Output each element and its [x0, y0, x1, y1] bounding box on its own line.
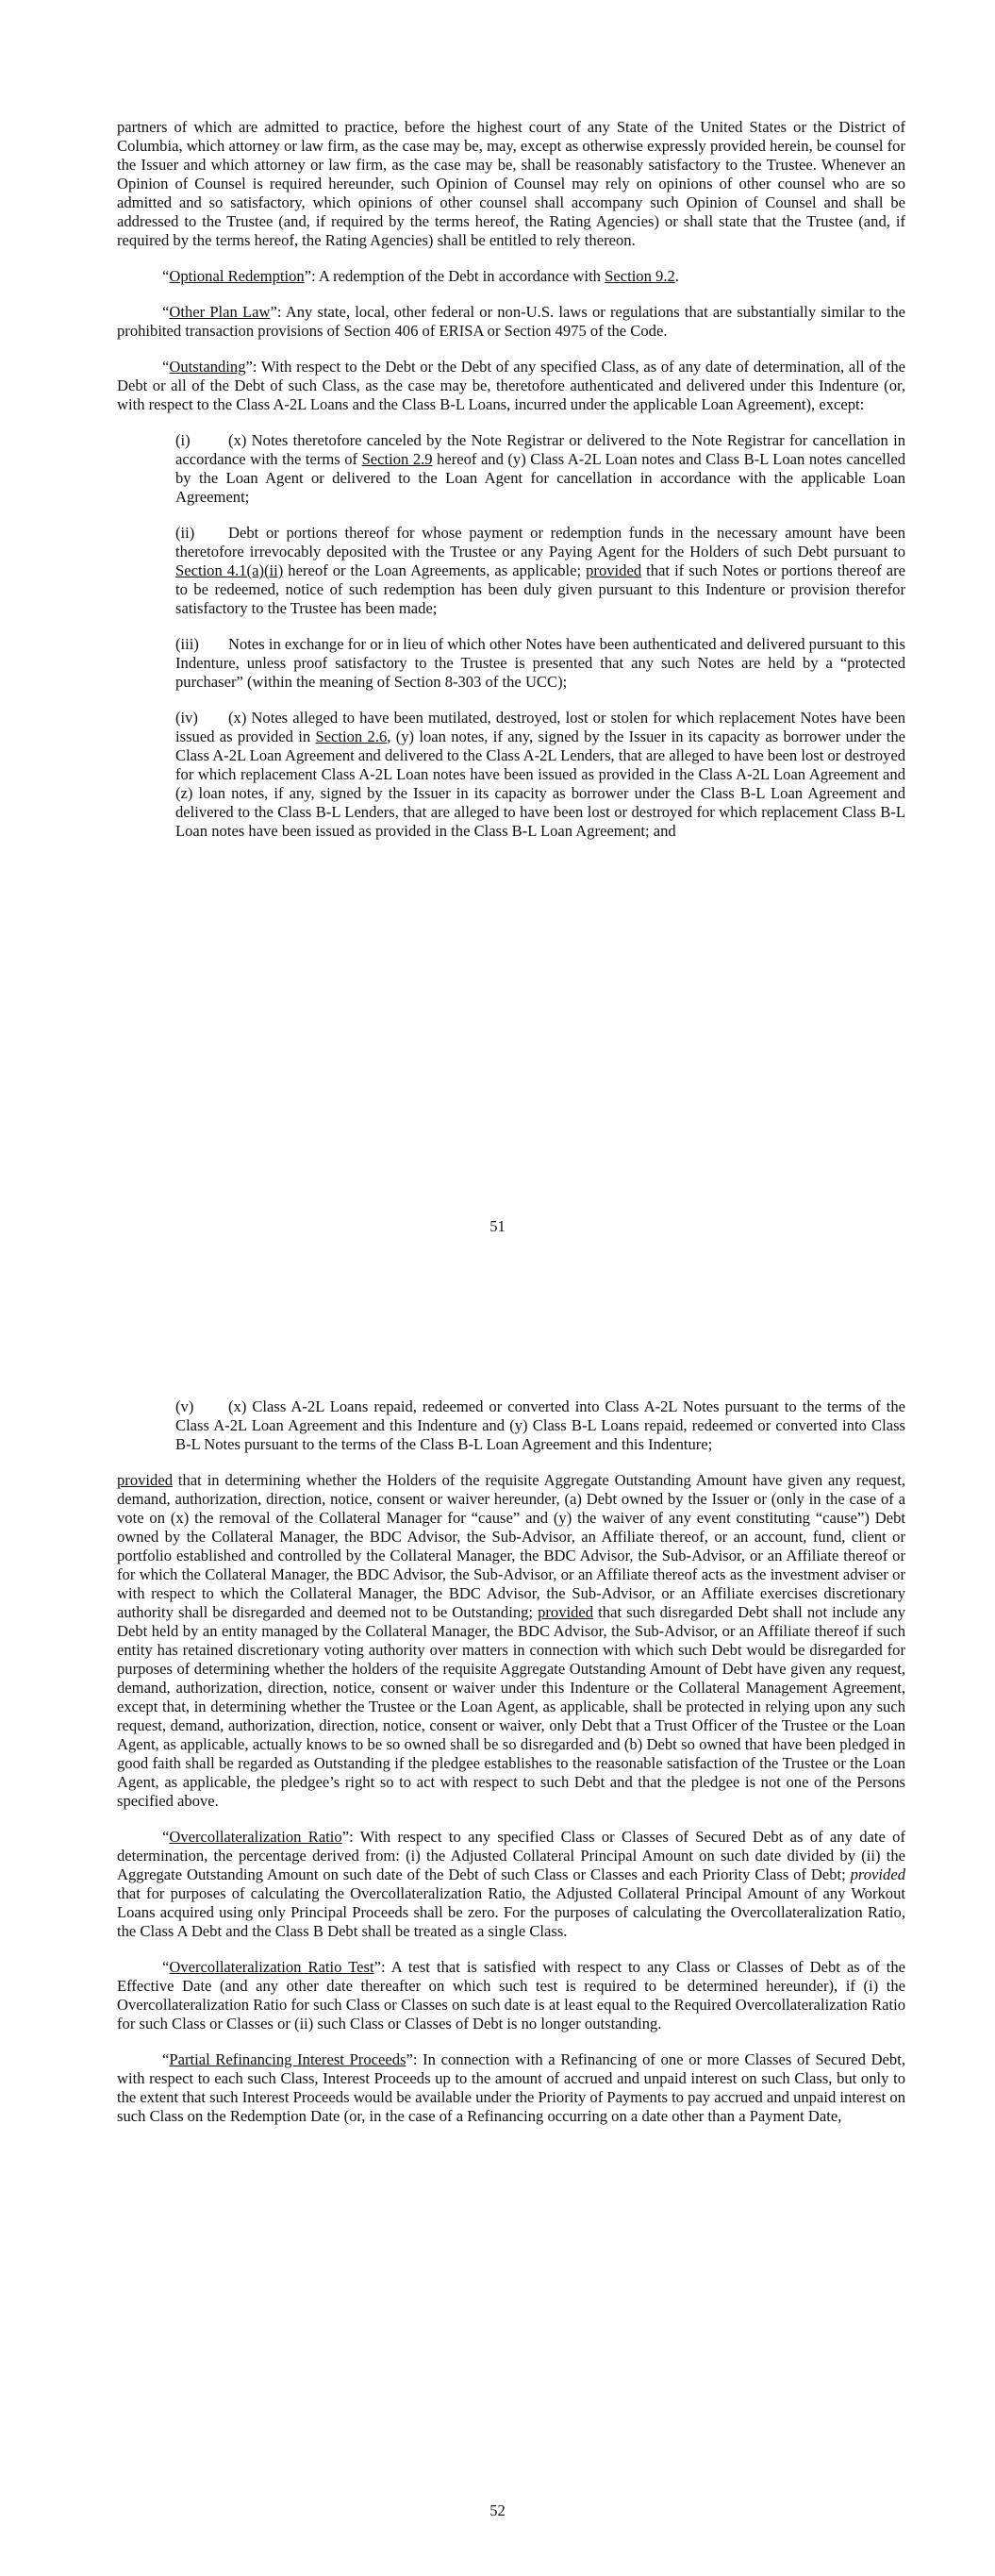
defined-term: Other Plan Law	[169, 303, 271, 321]
section-reference: Section 2.9	[361, 450, 433, 468]
definition-outstanding: “Outstanding”: With respect to the Debt or the Debt of any specified Class, as of any date of determination, all of the Debt or all of the Debt of such Class, as the case may be, theretofore authenticated and delivered under this Indenture (or, with respect to the Class A-2L Loans and the Class B-L Loans, incurred under the applicable Loan Agreement), except:	[117, 358, 905, 413]
list-item-ii: (ii) Debt or portions thereof for whose payment or redemption funds in the necessary amount have been theretofore irrevocably deposited with the Trustee or any Paying Agent for the Holders of such Debt pursuant to Section 4.1(a)(ii) hereof or the Loan Agreements, as applicable; provided that if such Notes or portions thereof are to be redeemed, notice of such redemption has been duly given pursuant to this Indenture or provision therefor satisfactory to the Trustee has been made;	[175, 524, 906, 617]
defined-term: Overcollateralization Ratio Test	[169, 1958, 374, 1976]
definition-optional-redemption: “Optional Redemption”: A redemption of the Debt in accordance with Section 9.2.	[162, 267, 679, 285]
page-body	[117, 118, 905, 858]
list-number: (i)	[175, 431, 191, 449]
section-reference: Section 9.2	[605, 267, 675, 285]
definition-partial-refinancing-interest-proceeds: “Partial Refinancing Interest Proceeds”: In connection with a Refinancing of one or more Classes of Secured Debt, with respect to each such Class, Interest Proceeds up to the amount of accrued and unpaid interest on such Class, but only to the extent that such Interest Proceeds would be available under the Priority of Payments to pay accrued and unpaid interest on such Class on the Redemption Date (or, in the case of a Refinancing occurring on a date other than a Payment Date,	[117, 2050, 905, 2125]
defined-term: Outstanding	[169, 358, 246, 376]
definition-overcollateralization-ratio: “Overcollateralization Ratio”: With respect to any specified Class or Classes of Secured Debt as of any date of determination, the percentage derived from: (i) the Adjusted Collateral Principal Amount on such date divided by (ii) the Aggregate Outstanding Amount on such date of the Debt of such Class or Classes and each Priority Class of Debt; provided that for purposes of calculating the Overcollateralization Ratio, the Adjusted Collateral Principal Amount of any Workout Loans acquired using only Principal Proceeds shall be zero. For the purposes of calculating the Overcollateralization Ratio, the Class A Debt and the Class B Debt shall be treated as a single Class.	[117, 1828, 905, 1940]
list-item-v: (v) (x) Class A-2L Loans repaid, redeemed or converted into Class A-2L Notes pursuant to the terms of the Class A-2L Loan Agreement and this Indenture and (y) Class B-L Loans repaid, redeemed or converted into Class B-L Notes pursuant to the terms of the Class B-L Loan Agreement and this Indenture;	[175, 1397, 905, 1453]
provided-term: provided	[117, 1471, 173, 1489]
provided-term: provided	[586, 561, 642, 579]
defined-term: Overcollateralization Ratio	[169, 1828, 342, 1846]
defined-term: Optional Redemption	[169, 267, 305, 285]
list-number: (v)	[175, 1397, 194, 1415]
defined-term: Partial Refinancing Interest Proceeds	[169, 2050, 406, 2068]
list-item-iii: (iii) Notes in exchange for or in lieu of which other Notes have been authenticated and delivered pursuant to this Indenture, unless proof satisfactory to the Trustee is presented that any such Notes are held by a “protected purchaser” (within the meaning of Section 8-303 of the UCC);	[175, 635, 905, 691]
list-number: (ii)	[175, 524, 195, 542]
list-item-iv: (iv) (x) Notes alleged to have been mutilated, destroyed, lost or stolen for which replacement Notes have been issued as provided in Section 2.6, (y) loan notes, if any, signed by the Issuer in its capacity as borrower under the Class A-2L Loan Agreement and delivered to the Class A-2L Lenders, that are alleged to have been lost or destroyed for which replacement Class A-2L Loan notes have been issued as provided in the Class A-2L Loan Agreement and (z) loan notes, if any, signed by the Issuer in its capacity as borrower under the Class B-L Loan Agreement and delivered to the Class B-L Lenders, that are alleged to have been lost or destroyed for which replacement Class B-L Loan notes have been issued as provided in the Class B-L Loan Agreement; and	[175, 709, 905, 840]
provided-term: provided	[850, 1865, 905, 1883]
section-reference: Section 4.1(a)(ii)	[175, 561, 284, 579]
list-item-i: (i) (x) Notes theretofore canceled by the Note Registrar or delivered to the Note Registrar for cancellation in accordance with the terms of Section 2.9 hereof and (y) Class A-2L Loan notes and Class B-L Loan notes cancelled by the Loan Agent or delivered to the Loan Agent for cancellation in accordance with the applicable Loan Agreement;	[175, 431, 905, 506]
page-number: 51	[489, 1217, 506, 1235]
section-reference: Section 2.6	[315, 728, 388, 745]
proviso-paragraph: provided that in determining whether the Holders of the requisite Aggregate Outstanding Amount have given any request, demand, authorization, direction, notice, consent or waiver hereunder, (a) Debt owned by the Issuer or (only in the case of a vote on (x) the removal of the Collateral Manager for “cause” and (y) the waiver of any event constituting “cause”) Debt owned by the Collateral Manager, the BDC Advisor, the Sub-Advisor, an Affiliate thereof, or an account, fund, client or portfolio established and controlled by the Collateral Manager, the BDC Advisor, the Sub-Advisor, or an Affiliate thereof or for which the Collateral Manager, the BDC Advisor, the Sub-Advisor, or an Affiliate thereof acts as the investment adviser or with respect to which the Collateral Manager, the BDC Advisor, the Sub-Advisor, or an Affiliate exercises discretionary authority shall be disregarded and deemed not to be Outstanding; provided that such disregarded Debt shall not include any Debt held by an entity managed by the Collateral Manager, the BDC Advisor, the Sub-Advisor, or an Affiliate thereof if such entity has retained discretionary voting authority over matters in connection with which such Debt would be disregarded for purposes of determining whether the holders of the requisite Aggregate Outstanding Amount of Debt have given any request, demand, authorization, direction, notice, consent or waiver under this Indenture or the Collateral Management Agreement, except that, in determining whether the Trustee or the Loan Agent, as applicable, shall be protected in relying upon any such request, demand, authorization, direction, notice, consent or waiver, only Debt that a Trust Officer of the Trustee or the Loan Agent, as applicable, actually knows to be so owned shall be so disregarded and (b) Debt so owned that have been pledged in good faith shall be regarded as Outstanding if the pledgee establishes to the reasonable satisfaction of the Trustee or the Loan Agent, as applicable, the pledgee’s right so to act with respect to such Debt and that the pledgee is not one of the Persons specified above.	[117, 1471, 905, 1810]
list-number: (iii)	[175, 635, 199, 653]
definition-overcollateralization-ratio-test: “Overcollateralization Ratio Test”: A test that is satisfied with respect to any Class or Classes of Debt as of the Effective Date (and any other date thereafter on which such test is required to be determined hereunder), if (i) the Overcollateralization Ratio for such Class or Classes on such date is at least equal to the Required Overcollateralization Ratio for such Class or Classes or (ii) such Class or Classes of Debt is no longer outstanding.	[117, 1958, 905, 2032]
provided-term: provided	[538, 1603, 594, 1621]
document-page-52	[0, 1288, 995, 2576]
intro-paragraph: partners of which are admitted to practice, before the highest court of any State of the United States or the District of Columbia, which attorney or law firm, as the case may be, may, except as otherwise expressly provided herein, be counsel for the Issuer and which attorney or law firm, as the case may be, shall be reasonably satisfactory to the Trustee. Whenever an Opinion of Counsel is required hereunder, such Opinion of Counsel may rely on opinions of other counsel who are so admitted and so satisfactory, which opinions of other counsel shall accompany such Opinion of Counsel and shall be addressed to the Trustee (and, if required by the terms hereof, the Rating Agencies) or shall state that the Trustee (and, if required by the terms hereof, the Rating Agencies) shall be entitled to rely thereon.	[117, 118, 905, 249]
definition-other-plan-law: “Other Plan Law”: Any state, local, other federal or non-U.S. laws or regulations that are substantially similar to the prohibited transaction provisions of Section 406 of ERISA or Section 4975 of the Code.	[117, 303, 905, 340]
page-body	[117, 1397, 905, 2143]
page-number: 52	[489, 2501, 506, 2519]
list-number: (iv)	[175, 709, 198, 727]
